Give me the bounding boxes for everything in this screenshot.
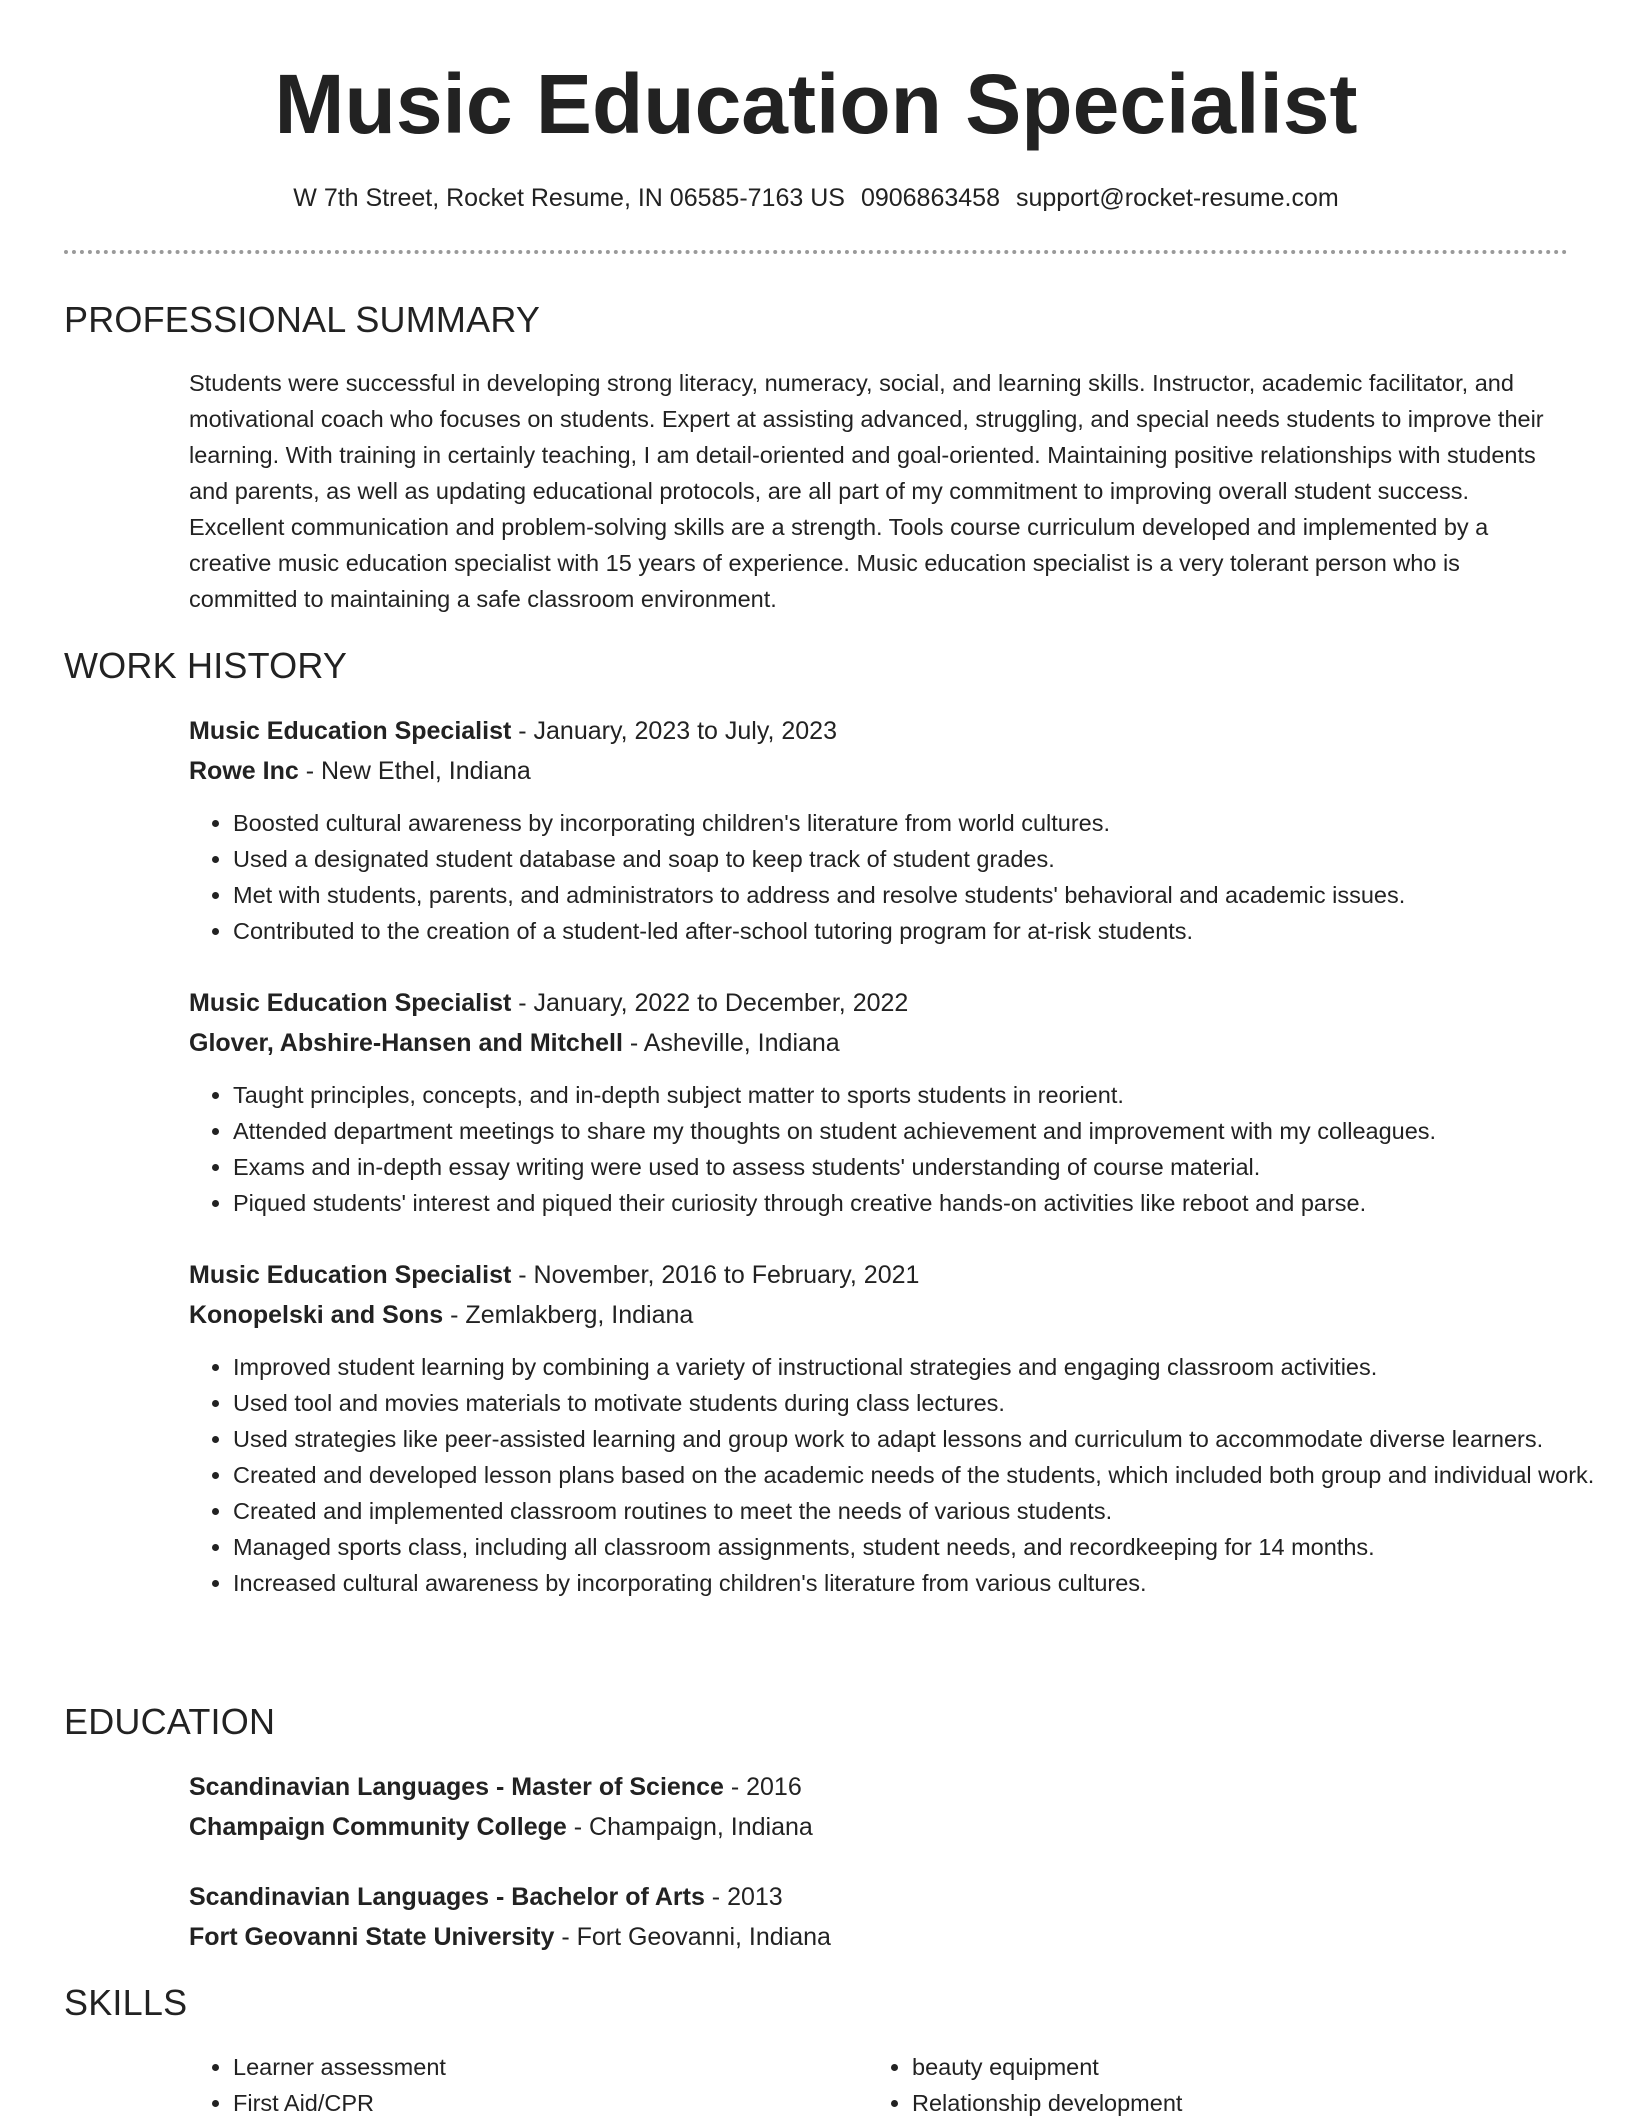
section-title-summary: PROFESSIONAL SUMMARY: [64, 299, 541, 340]
education-school: Champaign Community College: [189, 1813, 567, 1841]
skill-item: • Learner assessment: [233, 2049, 873, 2085]
section-title-skills: SKILLS: [64, 1982, 188, 2023]
education-entry: [189, 1877, 1569, 1957]
job-bullets: [189, 805, 1613, 949]
job-role: Music Education Specialist: [189, 1261, 512, 1289]
skill-item: • First Aid/CPR: [233, 2085, 873, 2121]
education-degree-line: [189, 1767, 1569, 1807]
contact-line: [0, 180, 1632, 216]
job-dates: - January, 2022 to December, 2022: [511, 989, 909, 1017]
education-school-line: [189, 1917, 1569, 1957]
job-bullet: • Improved student learning by combining a variety of instructional strategies and engaging classroom activities.: [233, 1349, 1613, 1385]
job-bullet: • Created and developed lesson plans based on the academic needs of the students, which included both group and individual work.: [233, 1457, 1613, 1493]
job-location: - Asheville, Indiana: [622, 1029, 840, 1057]
job-bullet: • Met with students, parents, and administrators to address and resolve students' behavioral and academic issues.: [233, 877, 1613, 913]
job-bullet: • Attended department meetings to share my thoughts on student achievement and improvement with my colleagues.: [233, 1113, 1613, 1149]
job-location: - Zemlakberg, Indiana: [443, 1301, 694, 1329]
skill-item: • Relationship development: [912, 2085, 1552, 2121]
job-role: Music Education Specialist: [189, 989, 512, 1017]
job-location: - New Ethel, Indiana: [298, 757, 531, 785]
job-dates: - November, 2016 to February, 2021: [511, 1261, 920, 1289]
job-bullet: • Piqued students' interest and piqued their curiosity through creative hands-on activities like reboot and parse.: [233, 1185, 1613, 1221]
summary-text: Students were successful in developing strong literacy, numeracy, social, and learning skills. Instructor, academic facilitator, and motivational coach who focuses on students. Expert at assisting advanced, struggling, and special needs students to improve their learning. With training in certainly teaching, I am detail-oriented and goal-oriented. Maintaining positive relationships with students and parents, as well as updating educational protocols, are all part of my commitment to improving overall student success. Excellent communication and problem-solving skills are a strength. Tools course curriculum developed and implemented by a creative music education specialist with 15 years of experience. Music education specialist is a very tolerant person who is committed to maintaining a safe classroom environment.: [189, 370, 1544, 612]
resume-name: Music Education Specialist: [274, 57, 1358, 151]
skills-list-right: [868, 2049, 1552, 2121]
job-entry: [189, 983, 1569, 1063]
education-year: - 2016: [723, 1773, 802, 1801]
contact-phone: 0906863458: [860, 184, 1000, 212]
section-title-work: WORK HISTORY: [64, 645, 348, 686]
contact-address: W 7th Street, Rocket Resume, IN 06585-7163 US: [293, 184, 845, 212]
education-entry: [189, 1767, 1569, 1847]
job-bullet: • Taught principles, concepts, and in-depth subject matter to sports students in reorient.: [233, 1077, 1613, 1113]
education-school-line: [189, 1807, 1569, 1847]
header-divider: [64, 250, 1568, 254]
job-bullet: • Boosted cultural awareness by incorporating children's literature from world cultures.: [233, 805, 1613, 841]
job-bullet: • Increased cultural awareness by incorporating children's literature from various cultures.: [233, 1565, 1613, 1601]
job-company: Glover, Abshire-Hansen and Mitchell: [189, 1029, 623, 1057]
job-entry: [189, 711, 1569, 791]
job-company-line: [189, 1023, 1569, 1063]
job-bullets: [189, 1349, 1613, 1601]
contact-email: support@rocket-resume.com: [1015, 184, 1339, 212]
job-bullet: • Used strategies like peer-assisted learning and group work to adapt lessons and curriculum to accommodate diverse learners.: [233, 1421, 1613, 1457]
job-company-line: [189, 1295, 1569, 1335]
job-bullet: • Exams and in-depth essay writing were used to assess students' understanding of course material.: [233, 1149, 1613, 1185]
job-role: Music Education Specialist: [189, 717, 512, 745]
education-degree-line: [189, 1877, 1569, 1917]
job-bullet: • Used a designated student database and soap to keep track of student grades.: [233, 841, 1613, 877]
section-title-education: EDUCATION: [64, 1701, 276, 1742]
skill-item: • beauty equipment: [912, 2049, 1552, 2085]
job-bullet: • Created and implemented classroom routines to meet the needs of various students.: [233, 1493, 1613, 1529]
education-location: - Fort Geovanni, Indiana: [554, 1923, 831, 1951]
education-degree: Scandinavian Languages - Bachelor of Arts: [189, 1883, 705, 1911]
job-bullet: • Managed sports class, including all classroom assignments, student needs, and recordkeeping for 14 months.: [233, 1529, 1613, 1565]
job-bullet: • Contributed to the creation of a student-led after-school tutoring program for at-risk students.: [233, 913, 1613, 949]
job-company: Konopelski and Sons: [189, 1301, 444, 1329]
skills-list-left: [189, 2049, 873, 2121]
job-dates: - January, 2023 to July, 2023: [511, 717, 837, 745]
job-title-line: [189, 983, 1569, 1023]
job-bullets: [189, 1077, 1613, 1221]
education-location: - Champaign, Indiana: [566, 1813, 813, 1841]
job-bullet: • Used tool and movies materials to motivate students during class lectures.: [233, 1385, 1613, 1421]
education-degree: Scandinavian Languages - Master of Science: [189, 1773, 724, 1801]
job-title-line: [189, 1255, 1569, 1295]
job-title-line: [189, 711, 1569, 751]
job-company-line: [189, 751, 1569, 791]
education-year: - 2013: [704, 1883, 783, 1911]
job-entry: [189, 1255, 1569, 1335]
job-company: Rowe Inc: [189, 757, 299, 785]
education-school: Fort Geovanni State University: [189, 1923, 555, 1951]
